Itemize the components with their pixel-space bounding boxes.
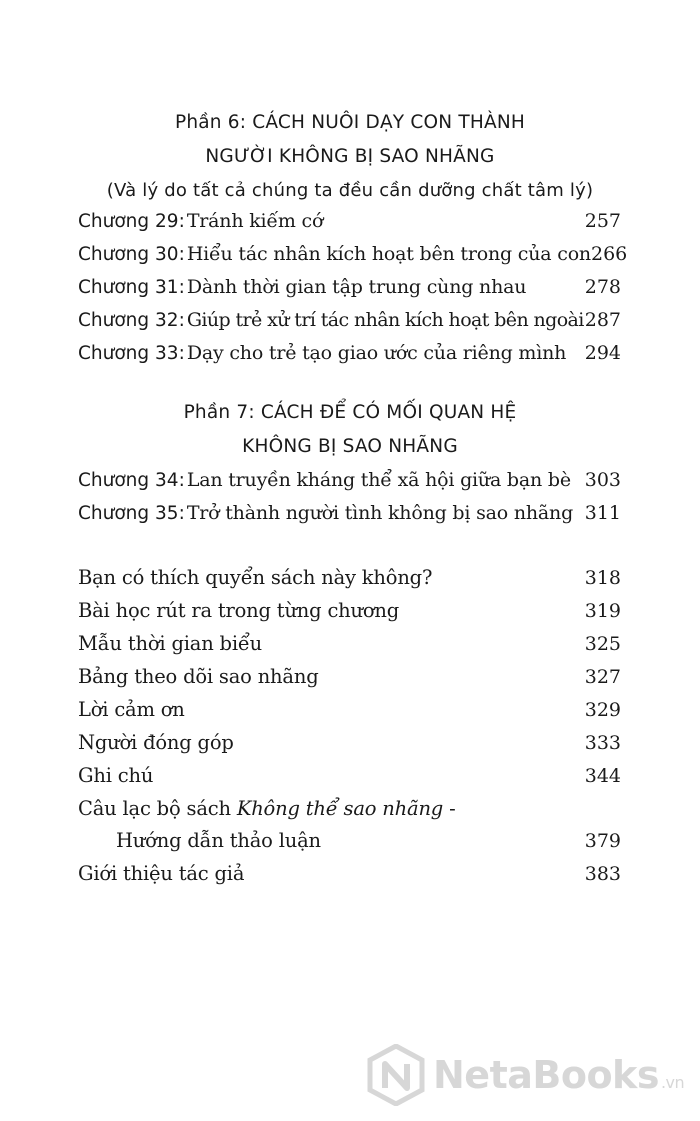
toc-entry-book-club-cont[interactable] — [116, 829, 621, 861]
chapter-label: Chương 35: — [78, 503, 185, 524]
entry-title: Ghi chú — [78, 764, 154, 787]
netabooks-watermark — [365, 1040, 685, 1110]
entry-title: Bài học rút ra trong từng chương — [78, 599, 400, 622]
chapter-label: Chương 32: — [78, 310, 185, 331]
chapter-title: Hiểu tác nhân kích hoạt bên trong của con — [186, 243, 591, 265]
watermark-text — [433, 1053, 684, 1097]
chapter-title: Trở thành người tình không bị sao nhãng — [186, 502, 574, 524]
page-number: 318 — [584, 567, 621, 589]
page-number: 311 — [584, 502, 621, 524]
toc-entry[interactable] — [78, 731, 621, 763]
chapter-title: Giúp trẻ xử trí tác nhân kích hoạt bên ngoài — [186, 309, 584, 331]
entry-title: Bảng theo dõi sao nhãng — [78, 665, 319, 688]
chapter-label: Chương 29: — [78, 211, 185, 232]
toc-entry[interactable] — [78, 632, 621, 664]
chapter-label: Chương 31: — [78, 277, 185, 298]
chapter-label: Chương 34: — [78, 470, 185, 491]
page-number: 294 — [584, 342, 621, 364]
toc-entry[interactable] — [78, 210, 621, 242]
toc-entry[interactable] — [78, 342, 621, 374]
page-number: 303 — [584, 469, 621, 491]
part-7-heading — [0, 396, 700, 464]
part-6-title-line-2: NGƯỜI KHÔNG BỊ SAO NHÃNG — [205, 146, 495, 167]
toc-entry[interactable] — [78, 665, 621, 697]
entry-title: Người đóng góp — [78, 731, 234, 754]
toc-entry[interactable] — [78, 502, 621, 534]
page-number: 257 — [584, 210, 621, 232]
page-number: 333 — [584, 732, 621, 754]
page-number: 287 — [584, 309, 621, 331]
toc-entry[interactable] — [78, 276, 621, 308]
part-7-title-line-1: Phần 7: CÁCH ĐỂ CÓ MỐI QUAN HỆ — [183, 402, 517, 423]
toc-entry[interactable] — [78, 243, 628, 275]
page-number: 383 — [584, 863, 621, 885]
page-number: 327 — [584, 666, 621, 688]
entry-title: Bạn có thích quyển sách này không? — [78, 566, 433, 589]
toc-entry[interactable] — [78, 764, 621, 796]
toc-entry[interactable] — [78, 566, 621, 598]
chapter-label: Chương 33: — [78, 343, 185, 364]
netabooks-logo-icon — [365, 1044, 427, 1106]
toc-entry-book-club[interactable] — [78, 797, 621, 829]
toc-entry[interactable] — [78, 862, 621, 894]
part-6-subtitle: (Và lý do tất cả chúng ta đều cần dưỡng chất tâm lý) — [106, 180, 594, 201]
chapter-title: Lan truyền kháng thể xã hội giữa bạn bè — [186, 469, 571, 491]
page-number: 379 — [584, 830, 621, 852]
part-6-title-line-1: Phần 6: CÁCH NUÔI DẠY CON THÀNH — [174, 112, 526, 133]
page-number: 266 — [590, 243, 628, 265]
entry-title: Mẫu thời gian biểu — [78, 632, 263, 655]
page-number: 278 — [584, 276, 621, 298]
chapter-label: Chương 30: — [78, 244, 185, 265]
entry-title — [78, 797, 455, 820]
chapter-title: Tránh kiếm cớ — [186, 210, 324, 232]
toc-entry[interactable] — [78, 469, 621, 501]
watermark-tld: .vn — [660, 1073, 685, 1092]
page-number: 344 — [584, 765, 621, 787]
chapter-title: Dạy cho trẻ tạo giao ước của riêng mình — [186, 342, 567, 364]
part-6-heading — [0, 106, 700, 208]
book-title-italic: Không thể sao nhãng — [236, 797, 444, 820]
entry-title-prefix: Câu lạc bộ sách — [78, 797, 237, 820]
chapter-title: Dành thời gian tập trung cùng nhau — [186, 276, 527, 298]
entry-title-suffix: - — [443, 797, 456, 820]
toc-entry[interactable] — [78, 599, 621, 631]
toc-entry[interactable] — [78, 698, 621, 730]
entry-title: Giới thiệu tác giả — [78, 862, 245, 885]
watermark-brand: NetaBooks — [433, 1053, 659, 1097]
page-number: 319 — [584, 600, 621, 622]
page-number: 325 — [584, 633, 621, 655]
entry-title-continued: Hướng dẫn thảo luận — [116, 829, 321, 852]
toc-entry[interactable] — [78, 309, 621, 341]
page-number: 329 — [584, 699, 621, 721]
entry-title: Lời cảm ơn — [78, 698, 185, 721]
part-7-title-line-2: KHÔNG BỊ SAO NHÃNG — [242, 436, 458, 457]
